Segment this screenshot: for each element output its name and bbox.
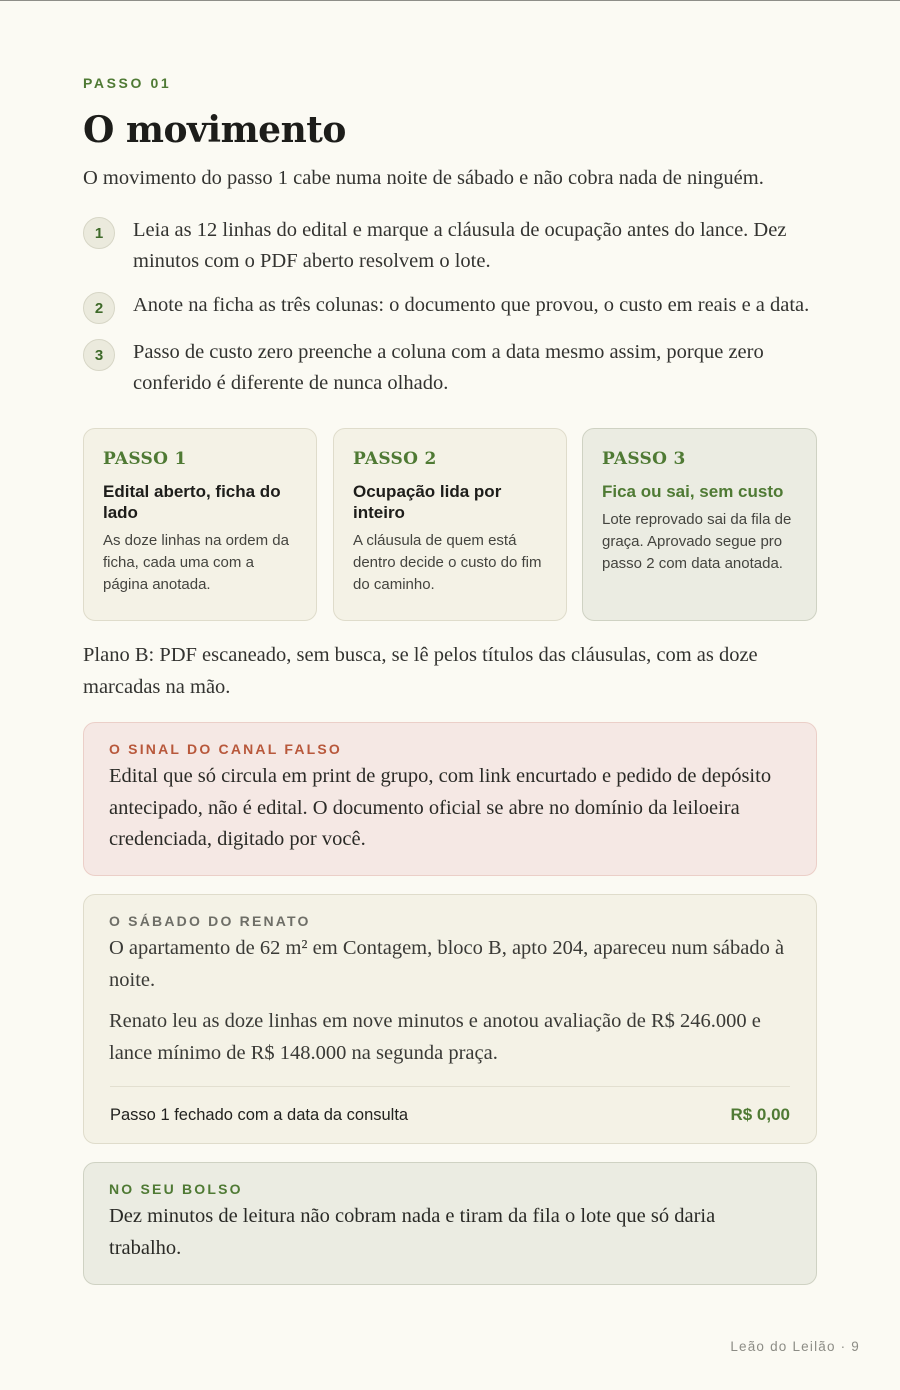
- step-cards: [83, 428, 817, 621]
- step-card-1: [83, 428, 317, 621]
- plan-b-paragraph: Plano B: PDF escaneado, sem busca, se lê pelos títulos das cláusulas, com as doze marcadas na mão.: [83, 644, 758, 698]
- page-title: O movimento: [83, 109, 346, 151]
- intro-paragraph: O movimento do passo 1 cabe numa noite de sábado e não cobra nada de ninguém.: [83, 167, 764, 189]
- card-kicker: PASSO 1: [103, 449, 187, 469]
- card-heading: Ocupação lida por inteiro: [353, 482, 502, 522]
- story-paragraph-2: Renato leu as doze linhas em nove minutos e anotou avaliação de R$ 246.000 e lance mínimo de R$ 148.000 na segunda praça.: [109, 1010, 761, 1064]
- callout-label: O SINAL DO CANAL FALSO: [109, 741, 343, 757]
- card-kicker: PASSO 2: [353, 449, 437, 469]
- card-body: As doze linhas na ordem da ficha, cada uma com a página anotada.: [103, 532, 289, 593]
- card-heading: Edital aberto, ficha do lado: [103, 482, 281, 522]
- card-heading: Fica ou sai, sem custo: [602, 482, 784, 501]
- card-body: Lote reprovado sai da fila de graça. Aprovado segue pro passo 2 com data anotada.: [602, 511, 792, 572]
- step-item-1: [83, 215, 823, 277]
- page-footer: Leão do Leilão · 9: [730, 1339, 860, 1354]
- step-item-3: [83, 337, 823, 399]
- summary-label: Passo 1 fechado com a data da consulta: [110, 1105, 409, 1124]
- callout-label: NO SEU BOLSO: [109, 1181, 243, 1197]
- pocket-callout: [83, 1162, 817, 1285]
- story-label: O SÁBADO DO RENATO: [109, 913, 311, 929]
- step-text: Passo de custo zero preenche a coluna com a data mesmo assim, porque zero conferido é diferente de nunca olhado.: [133, 341, 764, 394]
- step-card-3: [582, 428, 817, 621]
- story-paragraph-1: O apartamento de 62 m² em Contagem, bloco B, apto 204, apareceu num sábado à noite.: [109, 937, 785, 991]
- example-story-box: [83, 894, 817, 1144]
- step-number-badge: 3: [83, 339, 115, 371]
- callout-text: Dez minutos de leitura não cobram nada e tiram da fila o lote que só daria trabalho.: [109, 1205, 716, 1259]
- card-body: A cláusula de quem está dentro decide o custo do fim do caminho.: [353, 532, 542, 593]
- step-text: Anote na ficha as três colunas: o documento que provou, o custo em reais e a data.: [133, 294, 810, 316]
- step-text: Leia as 12 linhas do edital e marque a cláusula de ocupação antes do lance. Dez minutos com o PDF aberto resolvem o lote.: [133, 219, 787, 272]
- step-card-2: [333, 428, 567, 621]
- summary-cost: R$ 0,00: [730, 1105, 790, 1124]
- section-eyebrow: PASSO 01: [83, 75, 172, 91]
- warning-callout: [83, 722, 817, 876]
- story-summary-row: [110, 1086, 790, 1143]
- callout-text: Edital que só circula em print de grupo, com link encurtado e pedido de depósito antecipado, não é edital. O documento oficial se abre no domínio da leiloeira credenciada, digitado por você.: [109, 765, 772, 850]
- card-kicker: PASSO 3: [602, 449, 686, 469]
- step-number-badge: 2: [83, 292, 115, 324]
- step-number-badge: 1: [83, 217, 115, 249]
- step-item-2: [83, 290, 823, 324]
- steps-list: [83, 215, 823, 412]
